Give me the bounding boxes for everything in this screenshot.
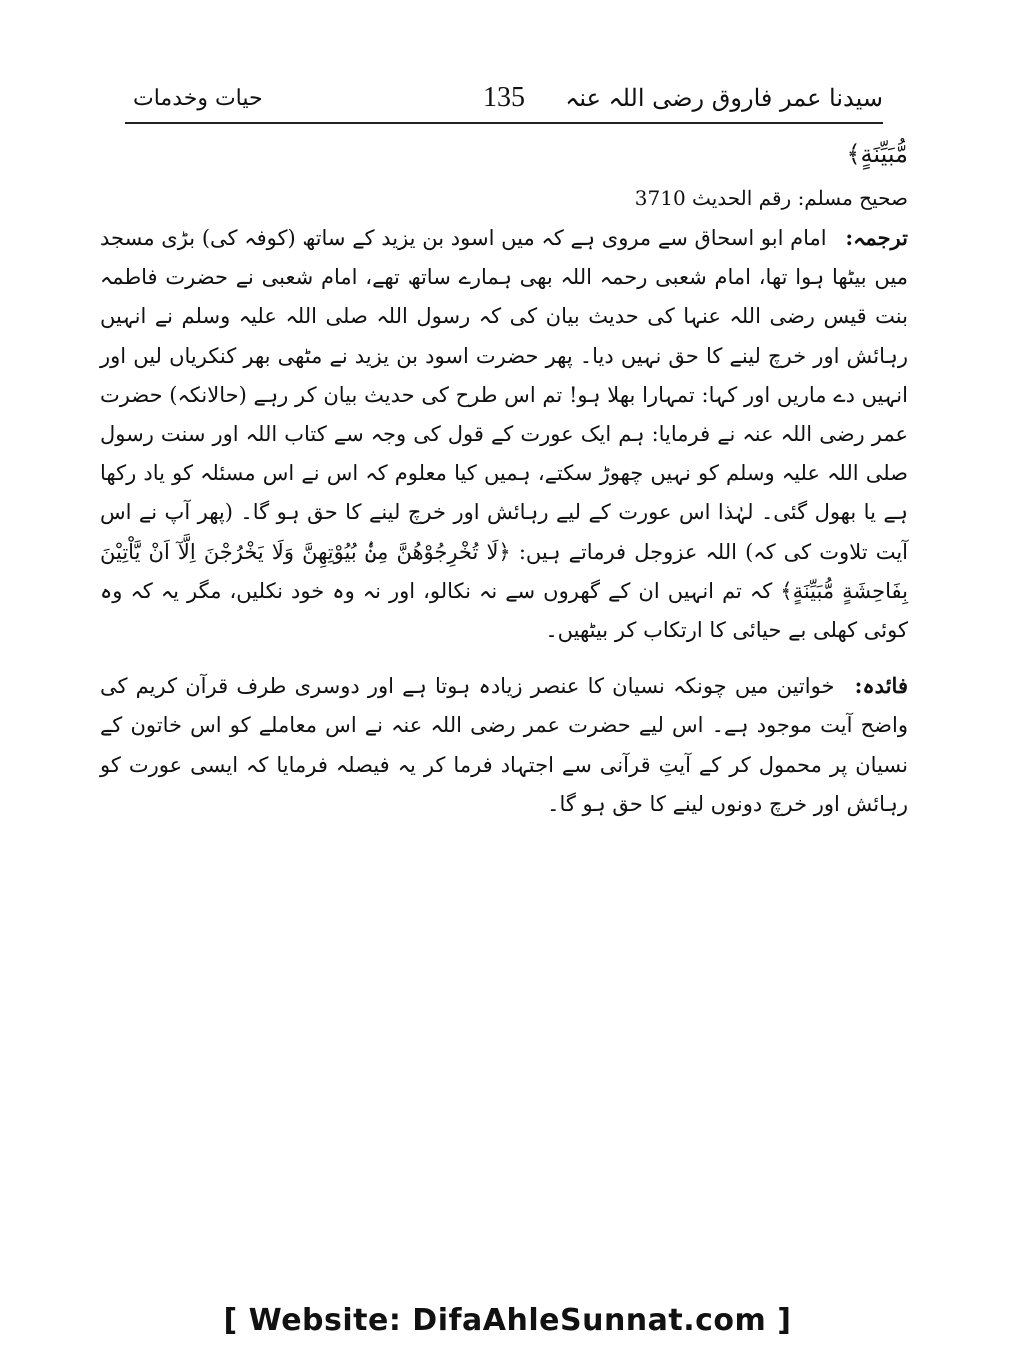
benefit-label: فائدہ: xyxy=(854,673,908,699)
benefit-paragraph xyxy=(100,666,908,824)
hadith-reference: صحیح مسلم: رقم الحدیث 3710 xyxy=(634,186,908,210)
translation-text: امام ابو اسحاق سے مروی ہے کہ میں اسود بن یزید کے ساتھ (کوفہ کی) بڑی مسجد میں بیٹھا ہوا تھا، امام شعبی رحمہ اللہ بھی ہمارے ساتھ تھے، امام شعبی نے حضرت فاطمہ بنت قیس رضی اللہ عنہا کی حدیث بیان کی کہ رسول اللہ صلی اللہ علیہ وسلم نے انہیں رہائش اور خرچ لینے کا حق نہیں دیا۔ پھر حضرت اسود بن یزید نے مٹھی بھر کنکریاں لیں اور انہیں دے ماریں اور کہا: تمہارا بھلا ہو! تم اس طرح کی حدیث بیان کر رہے (حالانکہ) حضرت عمر رضی اللہ عنہ نے فرمایا: ہم ایک عورت کے قول کی وجہ سے کتاب اللہ اور سنت رسول صلی اللہ علیہ وسلم کو نہیں چھوڑ سکتے، ہمیں کیا معلوم کہ اس نے اس مسئلہ کو یاد رکھا ہے یا بھول گئی۔ لہٰذا اس عورت کے لیے رہائش اور خرچ لینے کا حق ہو گا۔ (پھر آپ نے اس آیت تلاوت کی کہ) اللہ عزوجل فرماتے ہیں: ﴿لَا تُخْرِجُوْهُنَّ مِنْۢ بُيُوْتِهِنَّ وَلَا يَخْرُجْنَ اِلَّآ اَنْ يَّاْتِيْنَ بِفَاحِشَةٍ مُّبَيِّنَةٍ﴾ کہ تم انہیں ان کے گھروں سے نہ نکالو، اور نہ وہ خود نکلیں، مگر یہ کہ وہ کوئی کھلی بے حیائی کا ارتکاب کر بیٹھیں۔ xyxy=(100,226,908,643)
chapter-title: حیات وخدمات xyxy=(133,86,263,111)
verse-fragment: مُّبَيِّنَةٍ﴾ xyxy=(846,140,908,168)
page-number: 135 xyxy=(483,82,525,113)
book-title: سیدنا عمر فاروق رضی اللہ عنہ xyxy=(565,84,883,112)
paragraph-gap xyxy=(100,650,908,666)
website-footer: [ Website: DifaAhleSunnat.com ] xyxy=(223,1303,792,1338)
translation-label: ترجمہ: xyxy=(845,225,908,250)
benefit-text: خواتین میں چونکہ نسیان کا عنصر زیادہ ہوتا ہے اور دوسری طرف قرآن کریم کی واضح آیت موجود ہے۔ اس لیے حضرت عمر رضی اللہ عنہ نے اس معاملے کو اس خاتون کے نسیان پر محمول کر کے آیتِ قرآنی سے اجتہاد فرما کر یہ فیصلہ فرمایا کہ ایسی عورت کو رہائش اور خرچ دونوں لینے کا حق ہو گا۔ xyxy=(100,674,908,816)
page-body xyxy=(100,130,908,824)
page-header xyxy=(125,80,883,124)
translation-paragraph xyxy=(100,218,908,650)
